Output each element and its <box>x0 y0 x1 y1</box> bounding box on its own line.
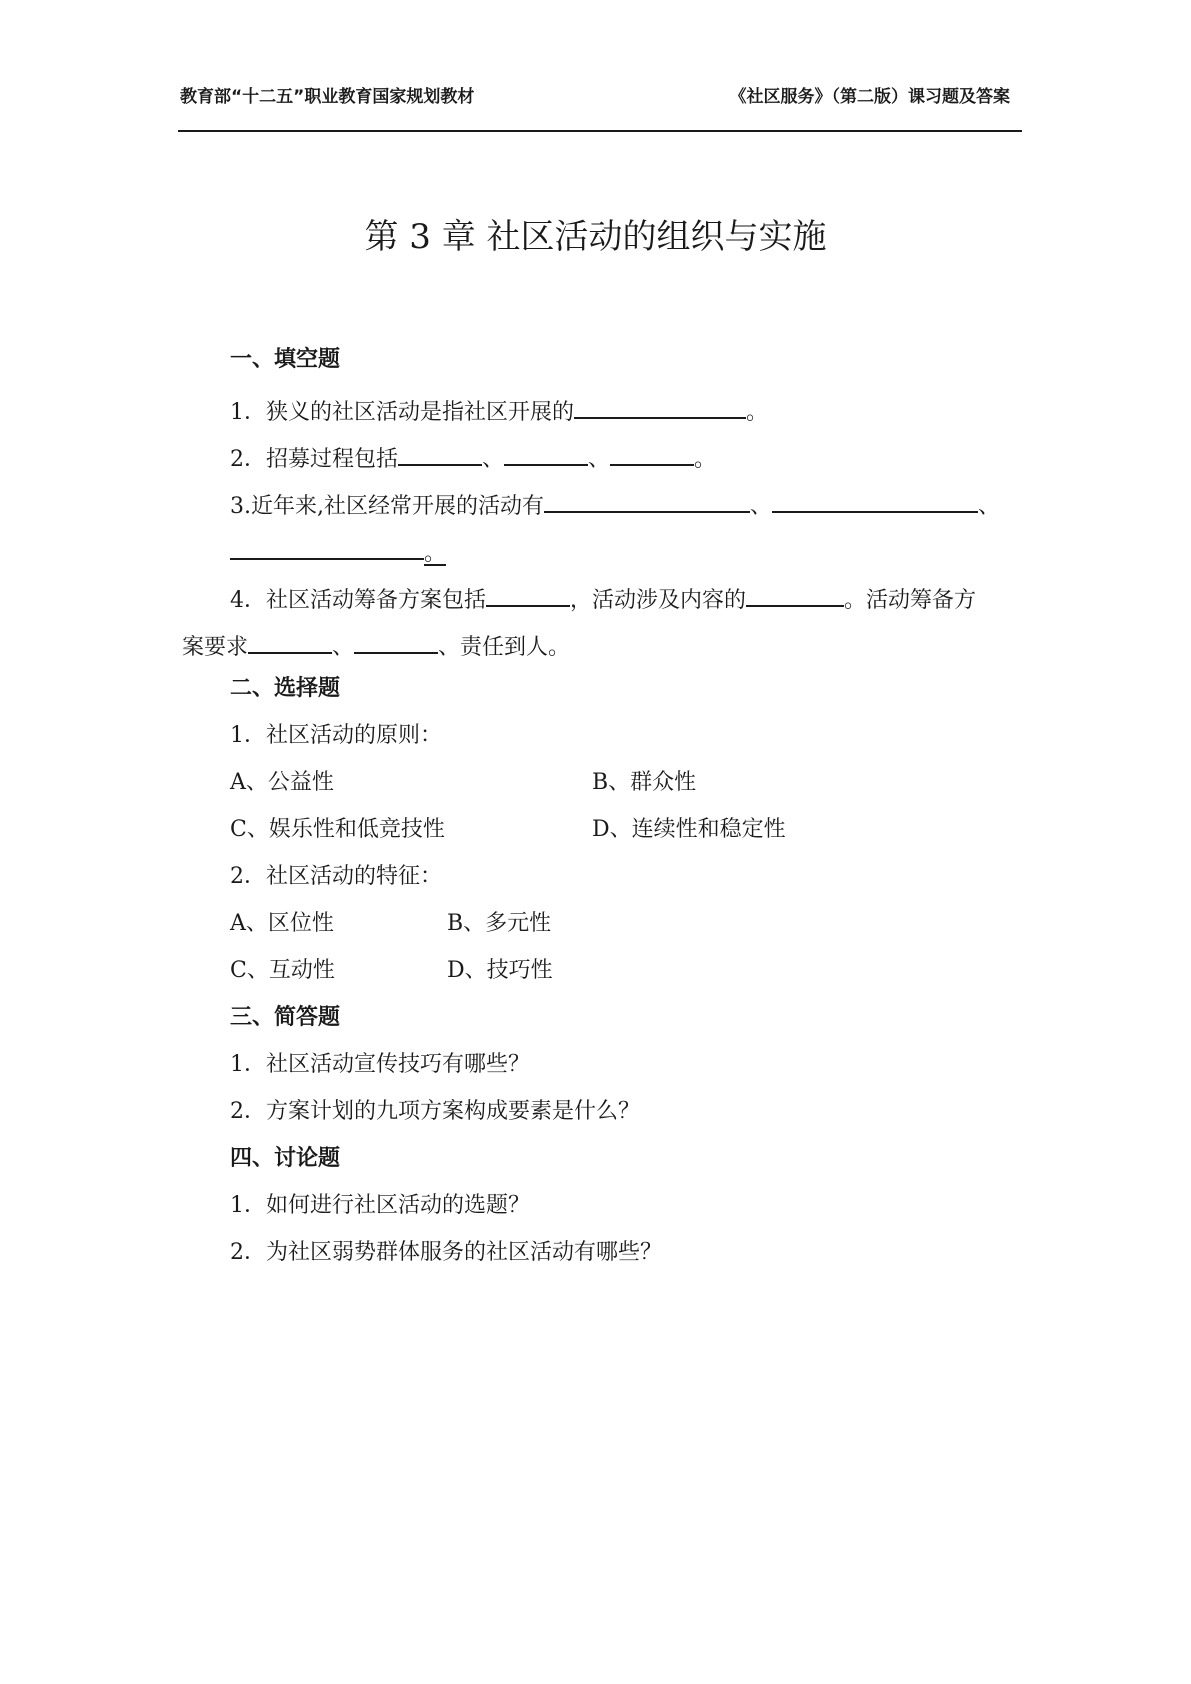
fill-question-4-continued <box>182 627 570 663</box>
answer-blank[interactable] <box>574 392 746 419</box>
fill-q4-text: 4．社区活动筹备方案包括 <box>230 588 486 613</box>
answer-blank[interactable] <box>610 439 694 466</box>
fill-q4-line2-end: 、责任到人。 <box>438 635 571 660</box>
fill-question-3-continued <box>230 533 446 569</box>
separator: 、 <box>482 447 505 472</box>
answer-blank[interactable] <box>230 533 424 560</box>
choice-option-d[interactable]: D、技巧性 <box>447 958 553 983</box>
answer-blank[interactable] <box>486 580 570 607</box>
answer-blank[interactable] <box>354 627 438 654</box>
choice-option-b[interactable]: B、群众性 <box>592 770 697 795</box>
section-heading-discuss: 四、讨论题 <box>230 1146 341 1171</box>
section-heading-fill: 一、填空题 <box>230 347 341 372</box>
fill-q1-text: 1．狭义的社区活动是指社区开展的 <box>230 400 574 425</box>
chapter-title: 第 3 章 社区活动的组织与实施 <box>364 217 827 257</box>
fill-q4-line2-start: 案要求 <box>182 635 249 660</box>
answer-blank[interactable] <box>248 627 332 654</box>
separator: 、 <box>749 494 772 519</box>
fill-question-4 <box>230 580 976 616</box>
choice-option-c[interactable]: C、娱乐性和低竞技性 <box>230 817 445 842</box>
fill-q2-text: 2．招募过程包括 <box>230 447 398 472</box>
discuss-question-1: 1．如何进行社区活动的选题？ <box>230 1193 530 1218</box>
fill-q1-end: 。 <box>746 400 769 425</box>
fill-question-2 <box>230 439 716 475</box>
choice-option-a[interactable]: A、公益性 <box>230 770 334 795</box>
answer-blank[interactable] <box>398 439 482 466</box>
separator: 、 <box>332 635 355 660</box>
choice-question-1: 1．社区活动的原则： <box>230 723 442 748</box>
fill-q4-mid: ，活动涉及内容的 <box>570 588 747 613</box>
fill-question-3 <box>230 486 1000 522</box>
separator: 、 <box>978 494 1001 519</box>
fill-q4-tail: 。活动筹备方 <box>844 588 977 613</box>
answer-blank[interactable] <box>544 486 750 513</box>
choice-option-c[interactable]: C、互动性 <box>230 958 335 983</box>
header-left: 教育部“十二五”职业教育国家规划教材 <box>180 87 475 107</box>
separator: 、 <box>588 447 611 472</box>
choice-option-b[interactable]: B、多元性 <box>447 911 552 936</box>
header-divider <box>178 130 1022 132</box>
fill-q2-end: 。 <box>694 447 717 472</box>
short-question-2: 2．方案计划的九项方案构成要素是什么？ <box>230 1099 640 1124</box>
header-right: 《社区服务》（第二版）课习题及答案 <box>729 87 1010 107</box>
choice-option-a[interactable]: A、区位性 <box>230 911 334 936</box>
fill-q3-text: 3.近年来,社区经常开展的活动有 <box>230 494 544 519</box>
answer-blank[interactable] <box>504 439 588 466</box>
choice-question-2: 2．社区活动的特征： <box>230 864 442 889</box>
fill-question-1 <box>230 392 768 428</box>
choice-option-d[interactable]: D、连续性和稳定性 <box>592 817 786 842</box>
section-heading-choice: 二、选择题 <box>230 676 341 701</box>
answer-blank[interactable] <box>746 580 844 607</box>
short-question-1: 1．社区活动宣传技巧有哪些？ <box>230 1052 530 1077</box>
answer-blank[interactable] <box>772 486 978 513</box>
section-heading-short: 三、简答题 <box>230 1005 341 1030</box>
discuss-question-2: 2．为社区弱势群体服务的社区活动有哪些？ <box>230 1240 662 1265</box>
fill-q3-end: 。 <box>424 541 447 566</box>
